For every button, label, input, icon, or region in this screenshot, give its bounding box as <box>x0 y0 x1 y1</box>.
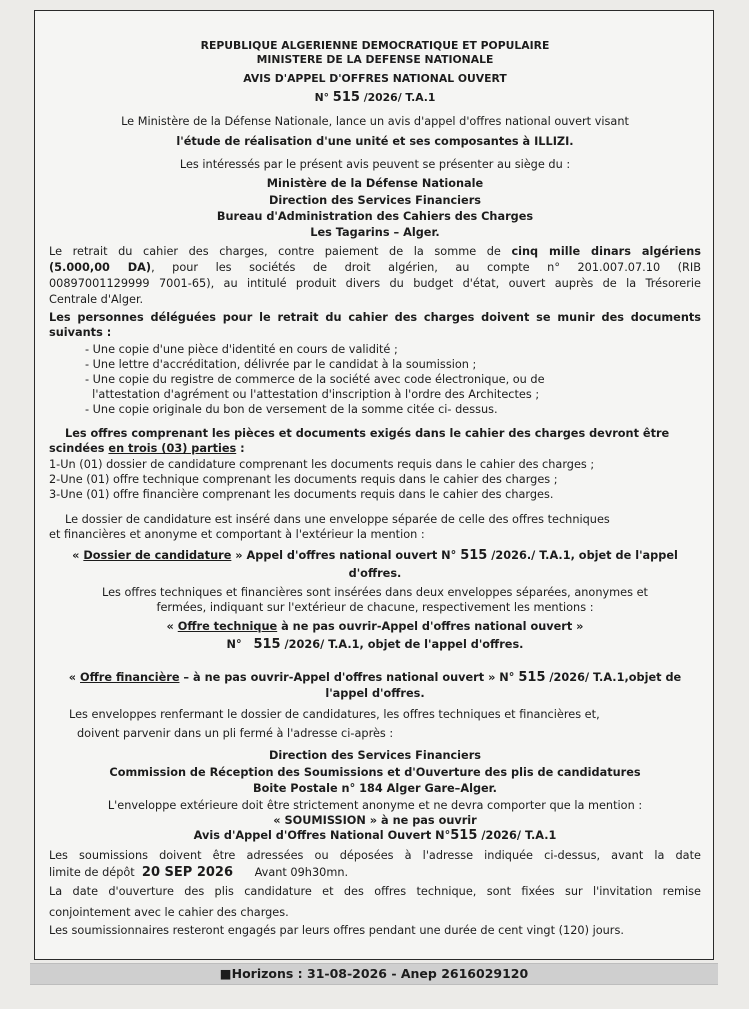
mention-dossier: Dossier de candidature <box>83 549 232 562</box>
envoi-mention-1: L'enveloppe extérieure doit être strictement anonyme et ne devra comporter que la mention : <box>107 799 643 812</box>
fin-mention <box>49 671 701 685</box>
envoi-address-1: Direction des Services Financiers <box>268 749 482 762</box>
dossier-line-1: Le dossier de candidature est inséré dans une enveloppe séparée de celle des offres techniques <box>65 513 610 526</box>
retrait-amount: cinq mille dinars algériens <box>511 245 701 258</box>
retrait-line-1 <box>49 245 701 259</box>
header-ministry: MINISTERE DE LA DEFENSE NATIONALE <box>256 53 494 66</box>
offres-line-2 <box>49 442 701 456</box>
doc-item: - Une copie du registre de commerce de la société avec code électronique, ou de <box>85 373 545 386</box>
envoi-mention-2: « SOUMISSION » à ne pas ouvrir <box>273 814 477 827</box>
depot-line-1: Les soumissions doivent être adressées ou déposées à l'adresse indiquée ci-dessus, avant la date <box>49 849 701 862</box>
dossier-line-2: et financières et anonyme et comportant à l'extérieur la mention : <box>49 528 425 541</box>
dossier-mention-2: d'offres. <box>348 567 402 580</box>
intro-line-2: l'étude de réalisation d'une unité et ses composantes à ILLIZI. <box>176 135 574 148</box>
mention-number: 515 <box>460 548 488 563</box>
mention-suffix: /2026./ T.A.1, objet de l'appel <box>487 549 678 562</box>
header-republic: REPUBLIQUE ALGERIENNE DEMOCRATIQUE ET POPULAIRE <box>200 39 550 52</box>
techfin-line-2: fermées, indiquant sur l'extérieur de chacune, respectivement les mentions : <box>156 601 594 614</box>
mention-text: » Appel d'offres national ouvert N° <box>231 549 461 562</box>
address-direction: Direction des Services Financiers <box>268 194 482 207</box>
doc-item: - Une copie originale du bon de versement de la somme citée ci- dessus. <box>85 403 498 416</box>
mention-number: 515 <box>518 670 546 685</box>
offres-item: 1-Un (01) dossier de candidature comprenant les documents requis dans le cahier des charges ; <box>49 458 595 471</box>
mention-number: 515 <box>253 637 281 652</box>
retrait-amount-da: (5.000,00 DA) <box>49 261 152 274</box>
offres-item: 3-Une (01) offre financière comprenant les documents requis dans le cahier des charges. <box>49 488 554 501</box>
envoi-address-2: Commission de Réception des Soumissions et d'Ouverture des plis de candidatures <box>109 766 641 779</box>
offres-scindees: scindées <box>49 442 109 455</box>
mention-suffix: /2026/ T.A.1,objet de <box>545 671 682 684</box>
offres-line-1: Les offres comprenant les pièces et documents exigés dans le cahier des charges devront être <box>65 427 670 440</box>
mention-text: Avis d'Appel d'Offres National Ouvert N° <box>193 829 451 842</box>
doc-item: - Une copie d'une pièce d'identité en cours de validité ; <box>85 343 398 356</box>
publication-footer: ■Horizons : 31-08-2026 - Anep 2616029120 <box>30 963 718 985</box>
number-prefix: N° <box>226 638 242 651</box>
mention-suffix: /2026/ T.A.1, objet de l'appel d'offres. <box>280 638 524 651</box>
offres-item: 2-Une (01) offre technique comprenant les documents requis dans le cahier des charges ; <box>49 473 558 486</box>
retrait-line-4: Centrale d'Alger. <box>49 293 144 306</box>
personnes-line-2: suivants : <box>49 326 112 339</box>
depot-date: 20 SEP 2026 <box>141 865 234 880</box>
number-suffix: /2026/ T.A.1 <box>363 91 436 104</box>
quote-open: « <box>72 549 84 562</box>
notice-document <box>34 10 714 960</box>
mention-number: 515 <box>450 828 478 843</box>
retrait-text-2: , pour les sociétés de droit algérien, au compte n° 201.007.07.10 (RIB <box>151 261 701 274</box>
mention-financiere: Offre financière <box>80 671 180 684</box>
mention-suffix: /2026/ T.A.1 <box>477 829 557 842</box>
personnes-line-1: Les personnes déléguées pour le retrait du cahier des charges doivent se munir des documents <box>49 311 701 324</box>
retrait-text: Le retrait du cahier des charges, contre paiement de la somme de <box>49 245 512 258</box>
retrait-line-3: 00897001129999 7001-65), au intitulé produit divers du budget d'état, ouvert auprès de la Trésorerie <box>49 277 701 290</box>
number-prefix: N° <box>314 91 330 104</box>
mention-text: à ne pas ouvrir-Appel d'offres national ouvert » <box>277 620 584 633</box>
depot-time: Avant 09h30mn. <box>233 866 349 879</box>
techfin-line-1: Les offres techniques et financières sont insérées dans deux enveloppes séparées, anonymes et <box>102 586 648 599</box>
quote-open: « <box>166 620 178 633</box>
fin-mention-2: l'appel d'offres. <box>325 687 425 700</box>
retrait-line-2 <box>49 261 701 275</box>
ouverture-line-3: Les soumissionnaires resteront engagés par leurs offres pendant une durée de cent vingt (120) jours. <box>49 924 624 937</box>
header-number <box>49 91 701 105</box>
address-ministry: Ministère de la Défense Nationale <box>266 177 484 190</box>
address-city: Les Tagarins – Alger. <box>310 226 440 239</box>
envoi-line-1: Les enveloppes renfermant le dossier de candidatures, les offres techniques et financières et, <box>69 708 600 721</box>
depot-line-2 <box>49 866 701 880</box>
offres-colon: : <box>236 442 245 455</box>
doc-item: - Une lettre d'accréditation, délivrée par le candidat à la soumission ; <box>85 358 477 371</box>
address-bureau: Bureau d'Administration des Cahiers des Charges <box>216 210 534 223</box>
intro-line-1: Le Ministère de la Défense Nationale, lance un avis d'appel d'offres national ouvert visant <box>121 115 629 128</box>
depot-label: limite de dépôt <box>49 866 142 879</box>
envoi-address-3: Boite Postale n° 184 Alger Gare–Alger. <box>253 782 497 795</box>
ouverture-line-2: conjointement avec le cahier des charges. <box>49 906 289 919</box>
ouverture-line-1: La date d'ouverture des plis candidature et des offres technique, sont fixées sur l'invitation remise <box>49 885 701 898</box>
number-value: 515 <box>332 90 360 105</box>
envoi-line-2: doivent parvenir dans un pli fermé à l'adresse ci-après : <box>77 727 394 740</box>
tech-mention-2 <box>49 638 701 652</box>
tech-mention <box>49 620 701 634</box>
intro-line-3: Les intéressés par le présent avis peuvent se présenter au siège du : <box>179 158 571 171</box>
doc-item: l'attestation d'agrément ou l'attestation d'inscription à l'ordre des Architectes ; <box>85 388 540 401</box>
quote-open: « <box>68 671 81 684</box>
mention-technique: Offre technique <box>177 620 278 633</box>
dossier-mention <box>49 549 701 563</box>
offres-three-parts: en trois (03) parties <box>108 442 237 455</box>
mention-text: – à ne pas ouvrir-Appel d'offres national ouvert » N° <box>179 671 519 684</box>
envoi-mention-3 <box>49 829 701 843</box>
header-title: AVIS D'APPEL D'OFFRES NATIONAL OUVERT <box>243 72 507 85</box>
